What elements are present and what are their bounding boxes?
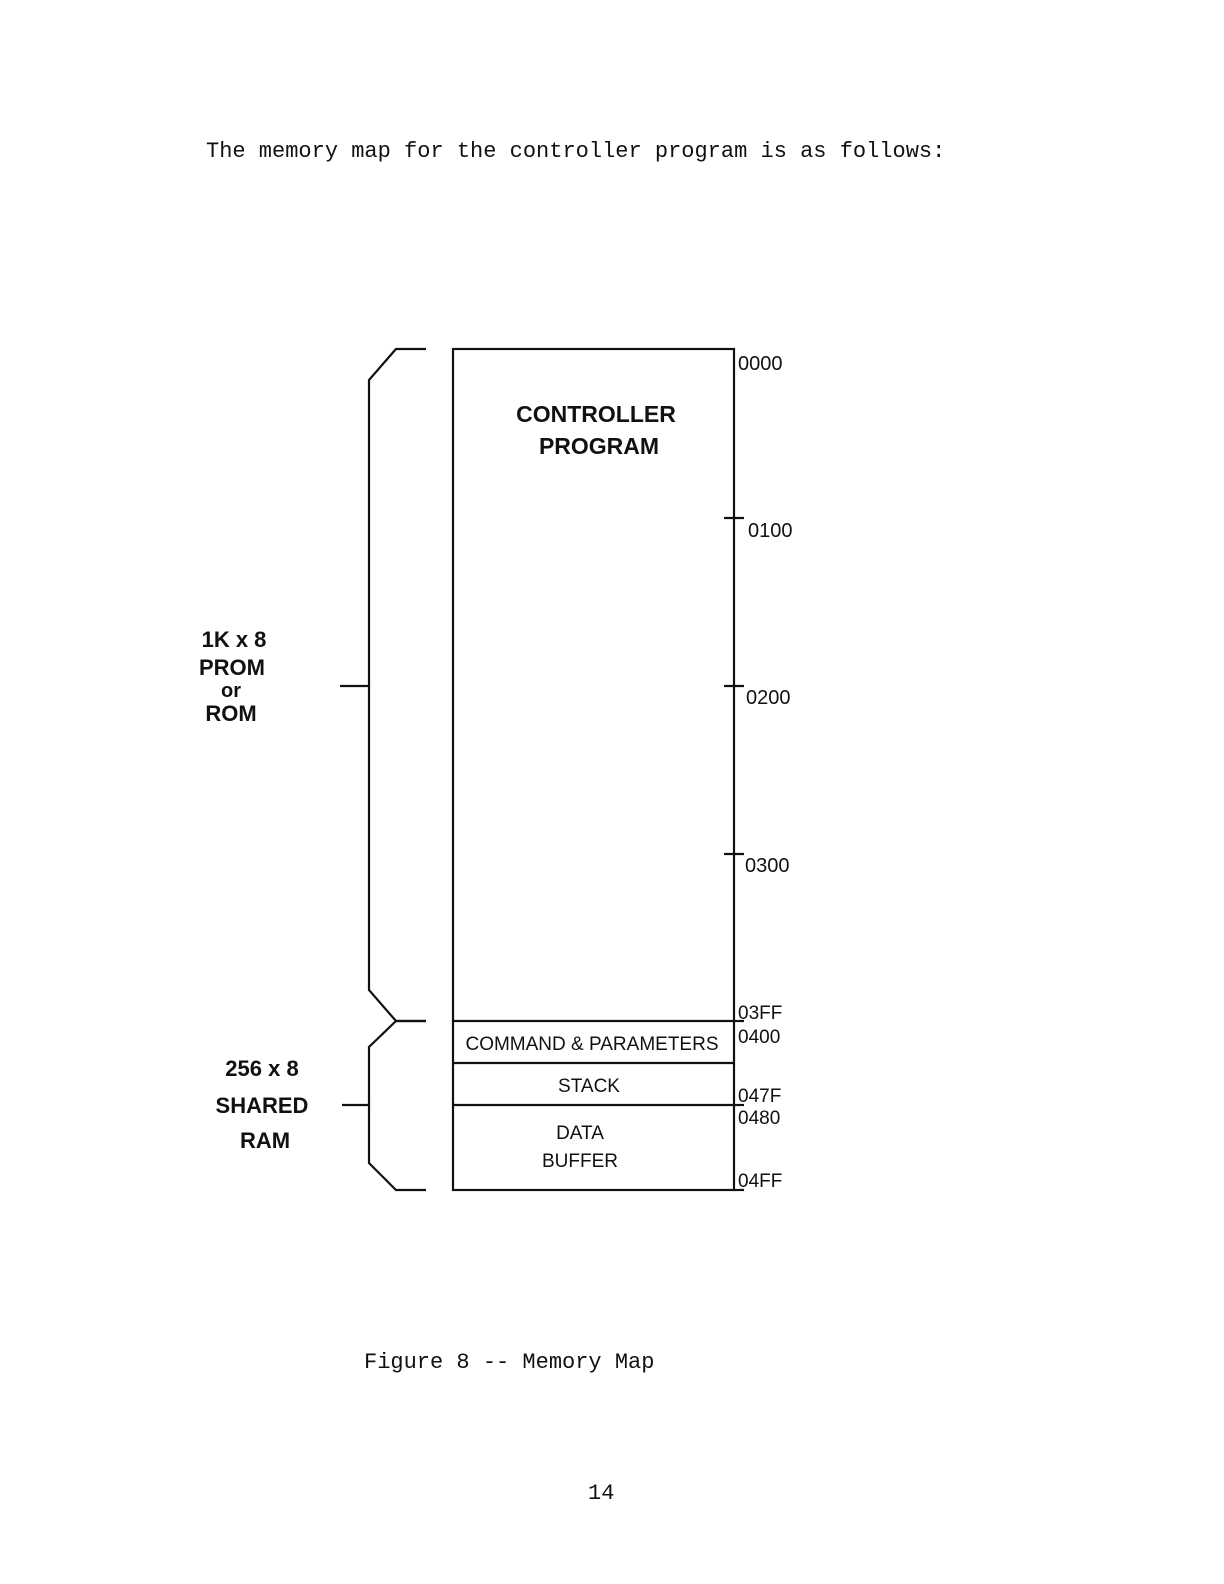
figure-caption: Figure 8 -- Memory Map: [364, 1350, 655, 1375]
address-label: 047F: [738, 1086, 782, 1107]
page-number: 14: [588, 1481, 615, 1506]
command-parameters-label: COMMAND & PARAMETERS: [465, 1034, 719, 1055]
address-label: 0100: [748, 520, 793, 542]
address-label: 0000: [738, 353, 783, 375]
controller-program-label-line2: PROGRAM: [538, 433, 660, 459]
rom-brace: [369, 349, 426, 1021]
stack-label: STACK: [558, 1076, 620, 1097]
address-label: 04FF: [738, 1171, 783, 1192]
controller-program-label-line1: CONTROLLER: [516, 401, 676, 427]
address-label: 03FF: [738, 1003, 783, 1024]
address-label: 0480: [738, 1108, 781, 1129]
rom-label-line3: or: [221, 680, 241, 702]
ram-label-line1: 256 x 8: [225, 1056, 299, 1081]
address-label: 0300: [745, 855, 790, 877]
address-label: 0200: [746, 687, 791, 709]
rom-label-line1: 1K x 8: [201, 627, 267, 652]
ram-brace: [369, 1021, 426, 1190]
data-buffer-label-line1: DATA: [556, 1123, 604, 1144]
rom-label-line4: ROM: [205, 701, 257, 726]
intro-text: The memory map for the controller program is as follows:: [206, 139, 946, 164]
ram-label-line2: SHARED: [215, 1093, 309, 1118]
address-label: 0400: [738, 1027, 781, 1048]
ram-label-line3: RAM: [239, 1128, 291, 1153]
data-buffer-label-line2: BUFFER: [542, 1151, 618, 1172]
rom-label-line2: PROM: [199, 655, 265, 680]
